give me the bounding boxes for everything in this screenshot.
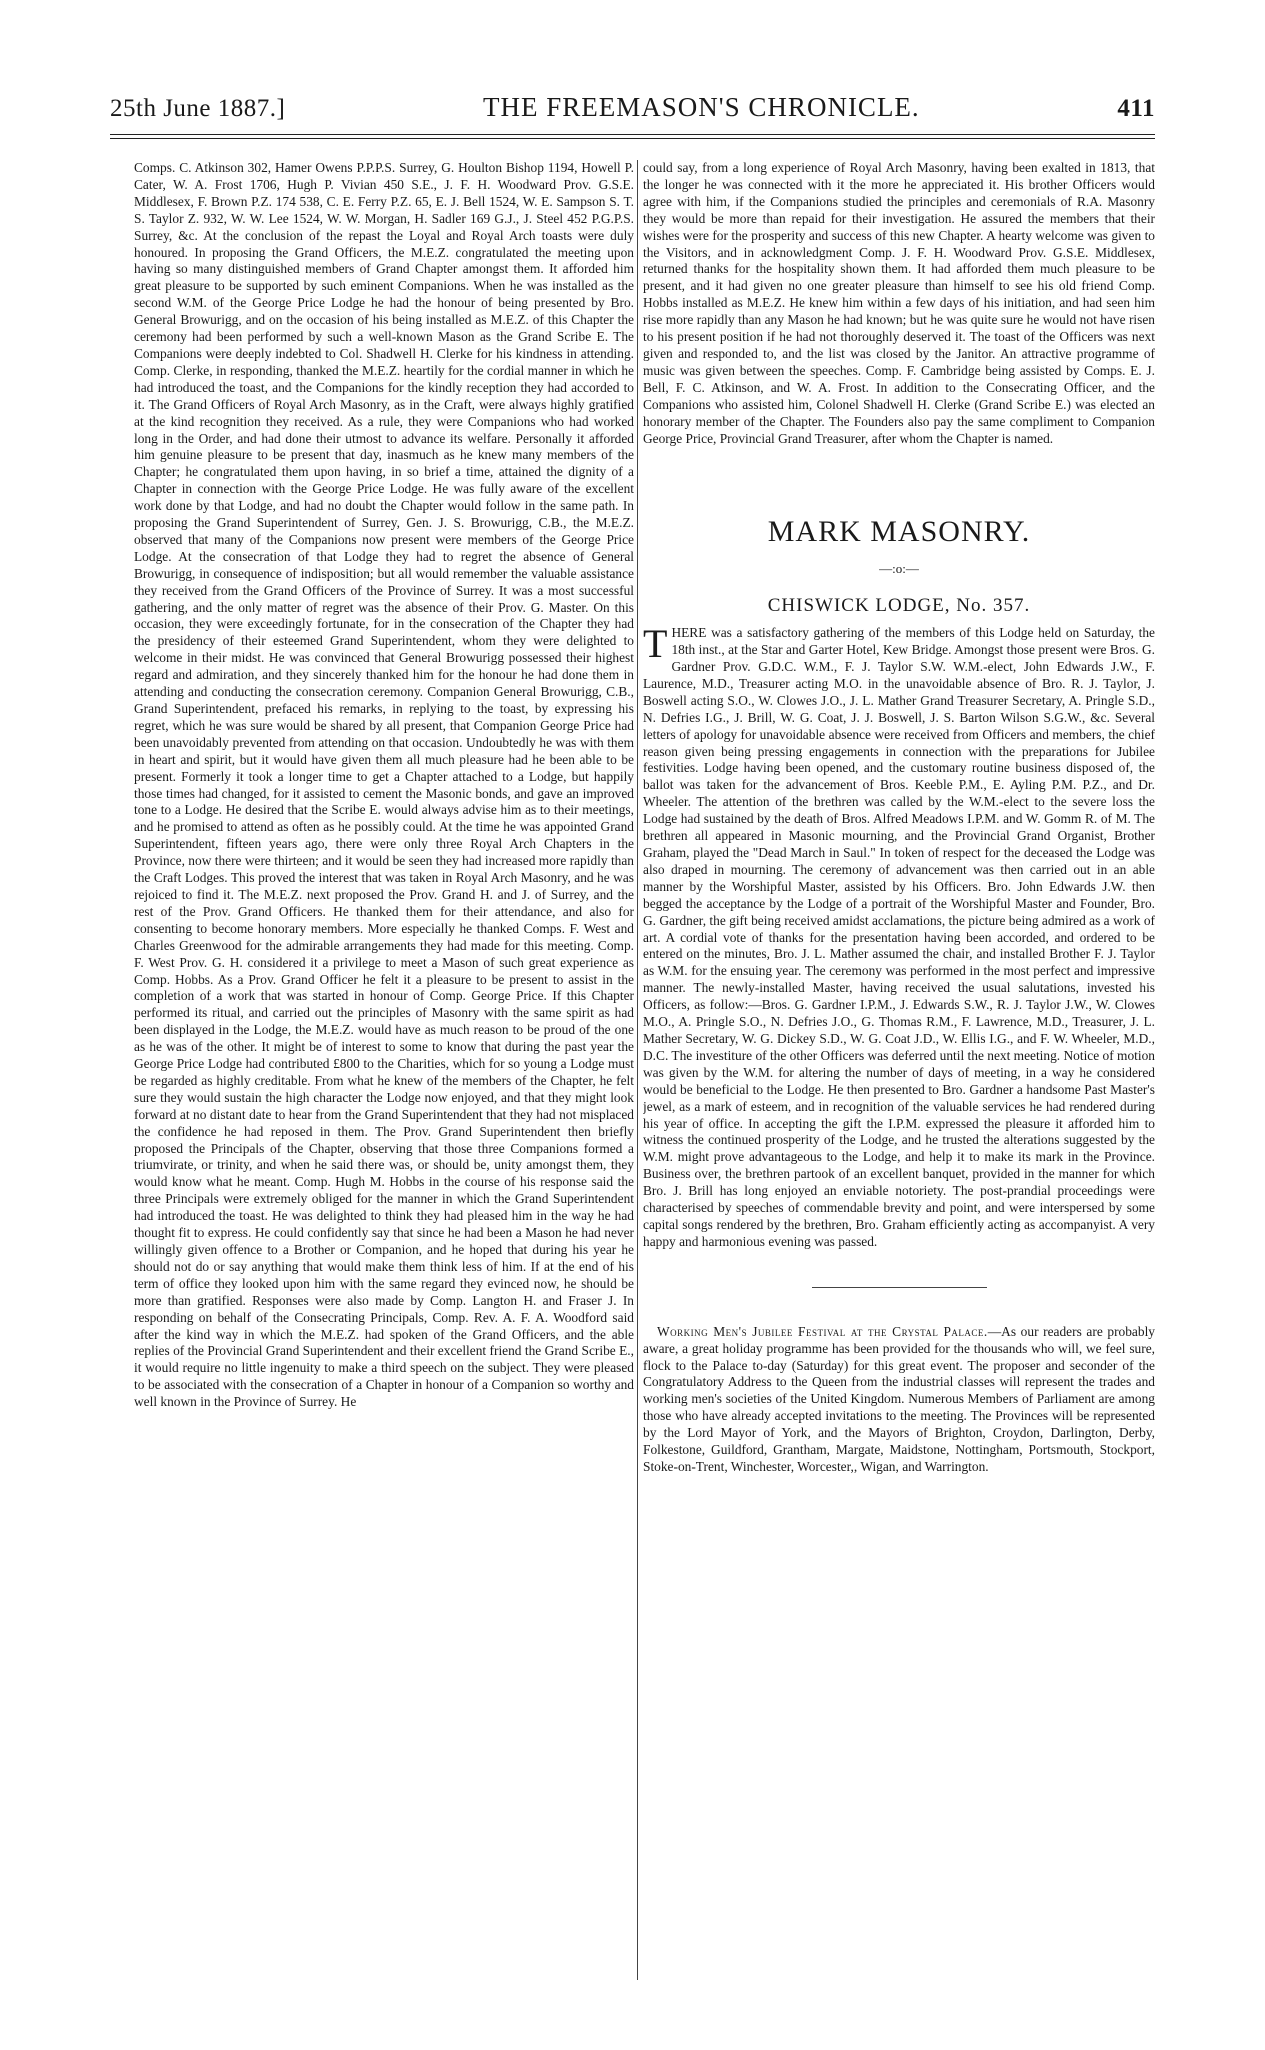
section-ornament: —:o:—	[879, 561, 919, 577]
publication-title: THE FREEMASON'S CHRONICLE.	[483, 92, 920, 122]
festival-article	[643, 1324, 1155, 1476]
issue-date: 25th June 1887.]	[110, 95, 286, 122]
header-rule-double	[110, 138, 1155, 139]
section-title: MARK MASONRY.	[767, 515, 1031, 549]
left-column	[134, 160, 634, 2050]
header-rule	[110, 134, 1155, 135]
right-column	[643, 160, 1155, 2050]
drop-cap: T	[643, 621, 668, 667]
chapter-report-continued: could say, from a long experience of Royal Arch Masonry, having been exalted in 1813, that the longer he was connected with it the more he appreciated it. His brother Officers would agree with him, if the Companions studied the principles and ceremonials of R.A. Masonry they would be more than repaid for their investigation. He assured the members that their wishes were for the prosperity and success of this new Chapter. A hearty welcome was given to the Visitors, and in acknowledgment Comp. J. F. H. Woodward Prov. G.S.E. Middlesex, returned thanks for the hospitality shown them. It had afforded them much pleasure to be present, and it had given no one greater pleasure than himself to see his old friend Comp. Hobbs installed as M.E.Z. He knew him within a few days of his initiation, and had seen him rise more rapidly than any Mason he had known; but he was quite sure he would not have risen to his present position if he had not thoroughly deserved it. The toast of the Officers was next given and responded to, and the list was closed by the Janitor. An attractive programme of music was given between the speeches. Comp. F. Cambridge being assisted by Comps. E. J. Bell, F. C. Atkinson, and W. A. Frost. In addition to the Consecrating Officer, and the Companions who assisted him, Colonel Shadwell H. Clerke (Grand Scribe E.) was elected an honorary member of the Chapter. The Founders also pay the same compliment to Companion George Price, Provincial Grand Treasurer, after whom the Chapter is named.	[643, 160, 1155, 446]
lodge-report-text: HERE was a satisfactory gathering of the members of this Lodge held on Saturday, the 18th inst., at the Star and Garter Hotel, Kew Bridge. Amongst those present were Bros. G. Gardner Prov. G.D.C. W.M., F. J. Taylor S.W. W.M.-elect, John Edwards J.W., F. Laurence, M.D., Treasurer acting M.O. in the unavoidable absence of Bro. R. J. Taylor, J. Boswell acting S.O., W. Clowes J.O., J. L. Mather Grand Treasurer Secretary, A. Pringle S.D., N. Defries I.G., J. Brill, W. G. Coat, J. J. Boswell, J. S. Barton Wilson S.G.W., &c. Several letters of apology for unavoidable absence were received from Officers and members, the chief reason given being pressing engagements in connection with the preparations for Jubilee festivities. Lodge having been opened, and the customary routine business disposed of, the ballot was taken for the advancement of Bros. Keeble P.M., E. Ayling P.M. P.Z., and Dr. Wheeler. The attention of the brethren was called by the W.M.-elect to the severe loss the Lodge had sustained by the death of Bros. Alfred Meadows I.P.M. and W. Gomm R. of M. The brethren all appeared in Masonic mourning, and the Provincial Grand Organist, Brother Graham, played the "Dead March in Saul." In token of respect for the deceased the Lodge was also draped in mourning. The ceremony of advancement was then carried out in an able manner by the Worshipful Master, assisted by his Officers. Bro. John Edwards J.W. then begged the acceptance by the Lodge of a portrait of the Worshipful Master and Founder, Bro. G. Gardner, the gift being received amidst acclamations, the picture being admired as a work of art. A cordial vote of thanks for the presentation having been accorded, and ordered to be entered on the minutes, Bro. J. L. Mather assumed the chair, and installed Brother F. J. Taylor as W.M. for the ensuing year. The ceremony was performed in the most perfect and impressive manner. The newly-installed Master, having received the usual salutations, invested his Officers, as follow:—Bros. G. Gardner I.P.M., J. Edwards S.W., R. J. Taylor J.W., W. Clowes M.O., A. Pringle S.O., N. Defries J.O., G. Thomas R.M., F. Lawrence, M.D., Treasurer, J. L. Mather Secretary, W. G. Dickey S.D., W. G. Coat J.D., W. Ellis I.G., and F. W. Wheeler, M.D., D.C. The investiture of the other Officers was deferred until the next meeting. Notice of motion was given by the W.M. for altering the number of days of meeting, in a way he considered would be beneficial to the Lodge. He then presented to Bro. Gardner a handsome Past Master's jewel, as a mark of esteem, and in recognition of the valuable services he had rendered during his year of office. In accepting the gift the I.P.M. expressed the pleasure it afforded him to witness the continued prosperity of the Lodge, and he trusted the alterations suggested by the W.M. might prove advantageous to the Lodge, and help it to make its mark in the Province. Business over, the brethren partook of an excellent banquet, provided in the manner for which Bro. J. Brill has long enjoyed an enviable notoriety. The post-prandial proceedings were characterised by speeches of commendable brevity and point, and were interspersed by some capital songs rendered by the brethren, Bro. Graham efficiently acting as accompanyist. A very happy and harmonious evening was passed.	[643, 625, 1155, 1249]
festival-text: —As our readers are probably aware, a great holiday programme has been provided for the thousands who will, we feel sure, flock to the Palace to-day (Saturday) for this great event. The proposer and seconder of the Congratulatory Address to the Queen from the industrial classes will represent the trades and working men's societies of the United Kingdom. Numerous Members of Parliament are among those who have already accepted invitations to the meeting. The Provinces will be represented by the Lord Mayor of York, and the Mayors of Brighton, Croydon, Darlington, Derby, Folkestone, Guildford, Grantham, Margate, Maidstone, Nottingham, Portsmouth, Stockport, Stoke-on-Trent, Winchester, Worcester,, Wigan, and Warrington.	[643, 1323, 1155, 1474]
lodge-title: CHISWICK LODGE, No. 357.	[767, 595, 1031, 617]
page-header	[110, 92, 1155, 132]
left-column-text: Comps. C. Atkinson 302, Hamer Owens P.P.P.S. Surrey, G. Houlton Bishop 1194, Howell P. Cater, W. A. Frost 1706, Hugh P. Vivian 450 S.E., J. F. H. Woodward Prov. G.S.E. Middlesex, F. Brown P.Z. 174 538, C. E. Ferry P.Z. 65, E. J. Bell 1524, W. E. Sampson S. T. S. Taylor Z. 932, W. W. Lee 1524, W. W. Morgan, H. Sadler 169 G.J., J. Steel 452 P.G.P.S. Surrey, &c. At the conclusion of the repast the Loyal and Royal Arch toasts were duly honoured. In proposing the Grand Officers, the M.E.Z. congratulated the meeting upon having so many distinguished members of Grand Chapter amongst them. It afforded him great pleasure to be supported by such eminent Companions. When he was installed as the second W.M. of the George Price Lodge he had the honour of being presented by Bro. General Browurigg, and on the occasion of his being installed as M.E.Z. of this Chapter the ceremony had been performed by such a well-known Mason as the Grand Scribe E. The Companions were deeply indebted to Col. Shadwell H. Clerke for his kindness in attending. Comp. Clerke, in responding, thanked the M.E.Z. heartily for the cordial manner in which he had introduced the toast, and the Companions for the kindly reception they had accorded to it. The Grand Officers of Royal Arch Masonry, as in the Craft, were always highly gratified at the kind recognition they received. As a rule, they were Companions who had worked long in the Order, and had done their utmost to advance its welfare. Personally it afforded him genuine pleasure to be present that day, inasmuch as he knew many members of the Chapter; he congratulated them upon having, in so brief a time, attained the dignity of a Chapter in connection with the George Price Lodge. He was fully aware of the excellent work done by that Lodge, and had no doubt the Chapter would follow in the same path. In proposing the Grand Superintendent of Surrey, Gen. J. S. Browurigg, C.B., the M.E.Z. observed that many of the Companions now present were members of the George Price Lodge. At the consecration of that Lodge they had to regret the absence of General Browurigg, in consequence of indisposition; but all would remember the valuable assistance they received from the Grand Officers of the Province of Surrey. It was a most successful gathering, and the only matter of regret was the absence of their Prov. G. Master. On this occasion, they were exceedingly fortunate, for in the consecration of the Chapter they had the presidency of their esteemed Grand Superintendent, whom they were delighted to welcome in their midst. He was convinced that General Browurigg possessed their highest regard and admiration, and they sincerely thanked him for the honour he had done them in attending and conducting the consecration ceremony. Companion General Browurigg, C.B., Grand Superintendent, prefaced his remarks, in replying to the toast, by expressing his regret, which he was sure would be shared by all present, that Companion George Price had been unavoidably prevented from attending on that occasion. Undoubtedly he was with them in heart and spirit, but it would have given them all much pleasure had he been able to be present. Formerly it took a longer time to get a Chapter attached to a Lodge, but happily those times had changed, for it assisted to cement the Masonic bonds, and gave an improved tone to a Lodge. He desired that the Scribe E. would always advise him as to their meetings, and he promised to attend as often as he possibly could. At the time he was appointed Grand Superintendent, fifteen years ago, there were only three Royal Arch Chapters in the Province, now there were thirteen; and it would be seen they had increased more rapidly than the Craft Lodges. This proved the interest that was taken in Royal Arch Masonry, and he was rejoiced to find it. The M.E.Z. next proposed the Prov. Grand H. and J. of Surrey, and the rest of the Prov. Grand Officers. He thanked them for their attendance, and also for consenting to become honorary members. More especially he thanked Comps. F. West and Charles Greenwood for the admirable arrangements they had made for this meeting. Comp. F. West Prov. G. H. considered it a privilege to meet a Mason of such great experience as Comp. Hobbs. As a Prov. Grand Officer he felt it a pleasure to be present to assist in the completion of a work that was started in honour of Comp. George Price. If this Chapter performed its ritual, and carried out the principles of Masonry with the same spirit as had been displayed in the Lodge, the M.E.Z. would have as much reason to be proud of the one as he was of the other. It might be of interest to some to know that during the past year the George Price Lodge had contributed £800 to the Charities, which for so young a Lodge must be regarded as highly creditable. From what he knew of the members of the Chapter, he felt sure they would sustain the high character the Lodge now enjoyed, and that they might look forward at no distant date to hear from the Grand Superintendent that they had not misplaced the confidence he had reposed in them. The Prov. Grand Superintendent then briefly proposed the Principals of the Chapter, observing that those three Companions formed a triumvirate, or trinity, and when he said there was, or should be, unity amongst them, they would know what he meant. Comp. Hugh M. Hobbs in the course of his response said the three Principals were extremely obliged for the manner in which the Grand Superintendent had introduced the toast. He was delighted to think they had pleased him in the way he had thought fit to express. He could confidently say that since he had been a Mason he had never willingly given offence to a Brother or Companion, and he hoped that during his year he should not do or say anything that would make them think less of him. If at the end of his term of office they looked upon him with the same regard they evinced now, he should be more than gratified. Responses were also made by Comp. Langton H. and Fraser J. In responding on behalf of the Consecrating Principals, Comp. Rev. A. F. A. Woodford said after the kind way in which the M.E.Z. had spoken of the Grand Officers, and the able replies of the Provincial Grand Superintendent and their excellent friend the Grand Scribe E., it would require no little ingenuity to make a third speech on the subject. They were pleased to be associated with the consecration of a Chapter in honour of a Companion so worthy and well known in the Province of Surrey. He	[134, 160, 634, 1410]
page-number: 411	[1117, 95, 1155, 122]
column-divider	[637, 160, 638, 1980]
festival-heading: Working Men's Jubilee Festival at the Crystal Palace.	[657, 1323, 988, 1339]
lodge-report	[643, 621, 1155, 1251]
